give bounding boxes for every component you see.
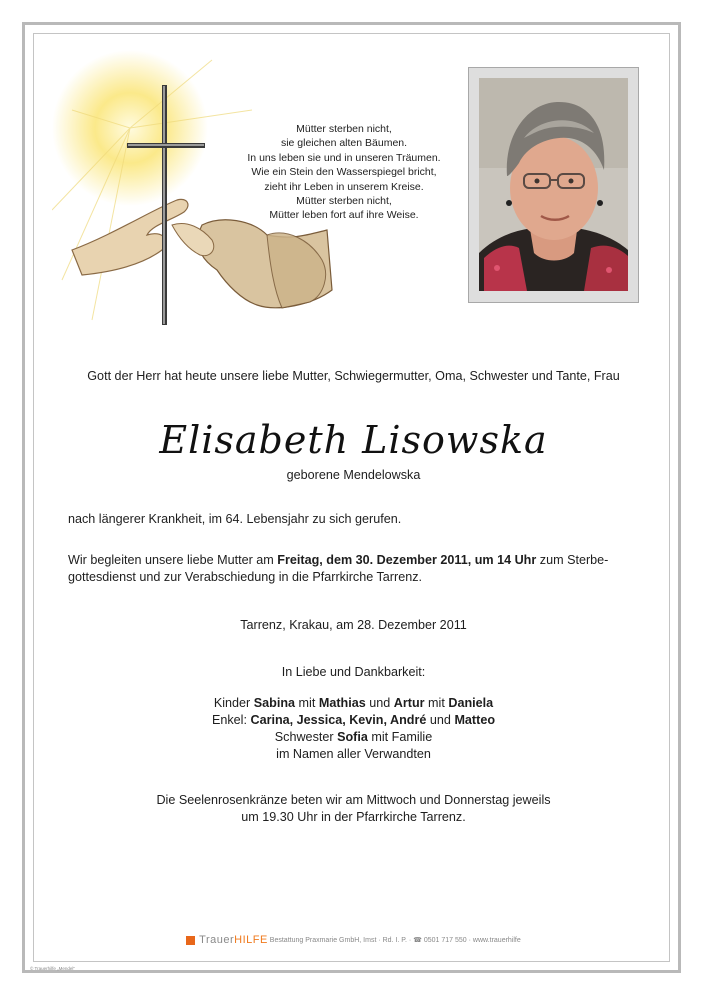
family-children: Kinder Sabina mit Mathias und Artur mit Daniela (213, 696, 494, 710)
rosary-line1: Die Seelenrosenkränze beten wir am Mittwoch und Donnerstag jeweils (156, 793, 551, 807)
copyright-note: © Trauerhilfe „Mendel“ (30, 966, 75, 971)
deceased-name: Elisabeth Lisowska (159, 418, 548, 462)
family-list (0, 695, 707, 763)
poem-line: Mütter leben fort auf ihre Weise. (269, 209, 419, 222)
service-date: Freitag, dem 30. Dezember 2011, um 14 Uhr (277, 553, 537, 567)
rosary-line2: um 19.30 Uhr in der Pfarrkirche Tarrenz. (241, 810, 466, 824)
service-post: zum Sterbe- (536, 553, 609, 567)
poem-line: sie gleichen alten Bäumen. (280, 137, 408, 150)
poem-line: zieht ihr Leben in unserem Kreise. (264, 180, 424, 193)
place-date: Tarrenz, Krakau, am 28. Dezember 2011 (240, 618, 467, 632)
rosary-info (0, 792, 707, 826)
service-pre: Wir begleiten unsere liebe Mutter am (68, 553, 278, 567)
poem-line: Wie ein Stein den Wasserspiegel bricht, (251, 166, 437, 179)
service-line2: gottesdienst und zur Verabschiedung in die Pfarrkirche Tarrenz. (68, 570, 422, 584)
service-info (68, 552, 648, 586)
trauerhilfe-logo-icon (186, 936, 195, 945)
family-relatives: im Namen aller Verwandten (276, 747, 431, 761)
poem (224, 122, 464, 223)
poem-line: Mütter sterben nicht, (296, 123, 392, 135)
footer-text: Bestattung Praxmarie GmbH, Imst · Rd. I. P. · ☎ 0501 717 550 · www.trauerhilfe (269, 936, 521, 944)
birth-name: geborene Mendelowska (286, 468, 421, 482)
intro-text: Gott der Herr hat heute unsere liebe Mutter, Schwiegermutter, Oma, Schwester und Tante, Frau (87, 369, 620, 383)
poem-line: In uns leben sie und in unseren Träumen. (247, 151, 441, 164)
death-notice: nach längerer Krankheit, im 64. Lebensjahr zu sich gerufen. (68, 512, 402, 526)
family-grandchildren: Enkel: Carina, Jessica, Kevin, André und Matteo (211, 713, 496, 727)
footer (0, 934, 707, 946)
gratitude-heading: In Liebe und Dankbarkeit: (281, 665, 426, 679)
family-sister: Schwester Sofia mit Familie (274, 730, 433, 744)
brand-name: TrauerHILFE (199, 934, 268, 946)
portrait-photo (479, 78, 628, 291)
poem-line: Mütter sterben nicht, (296, 195, 392, 208)
